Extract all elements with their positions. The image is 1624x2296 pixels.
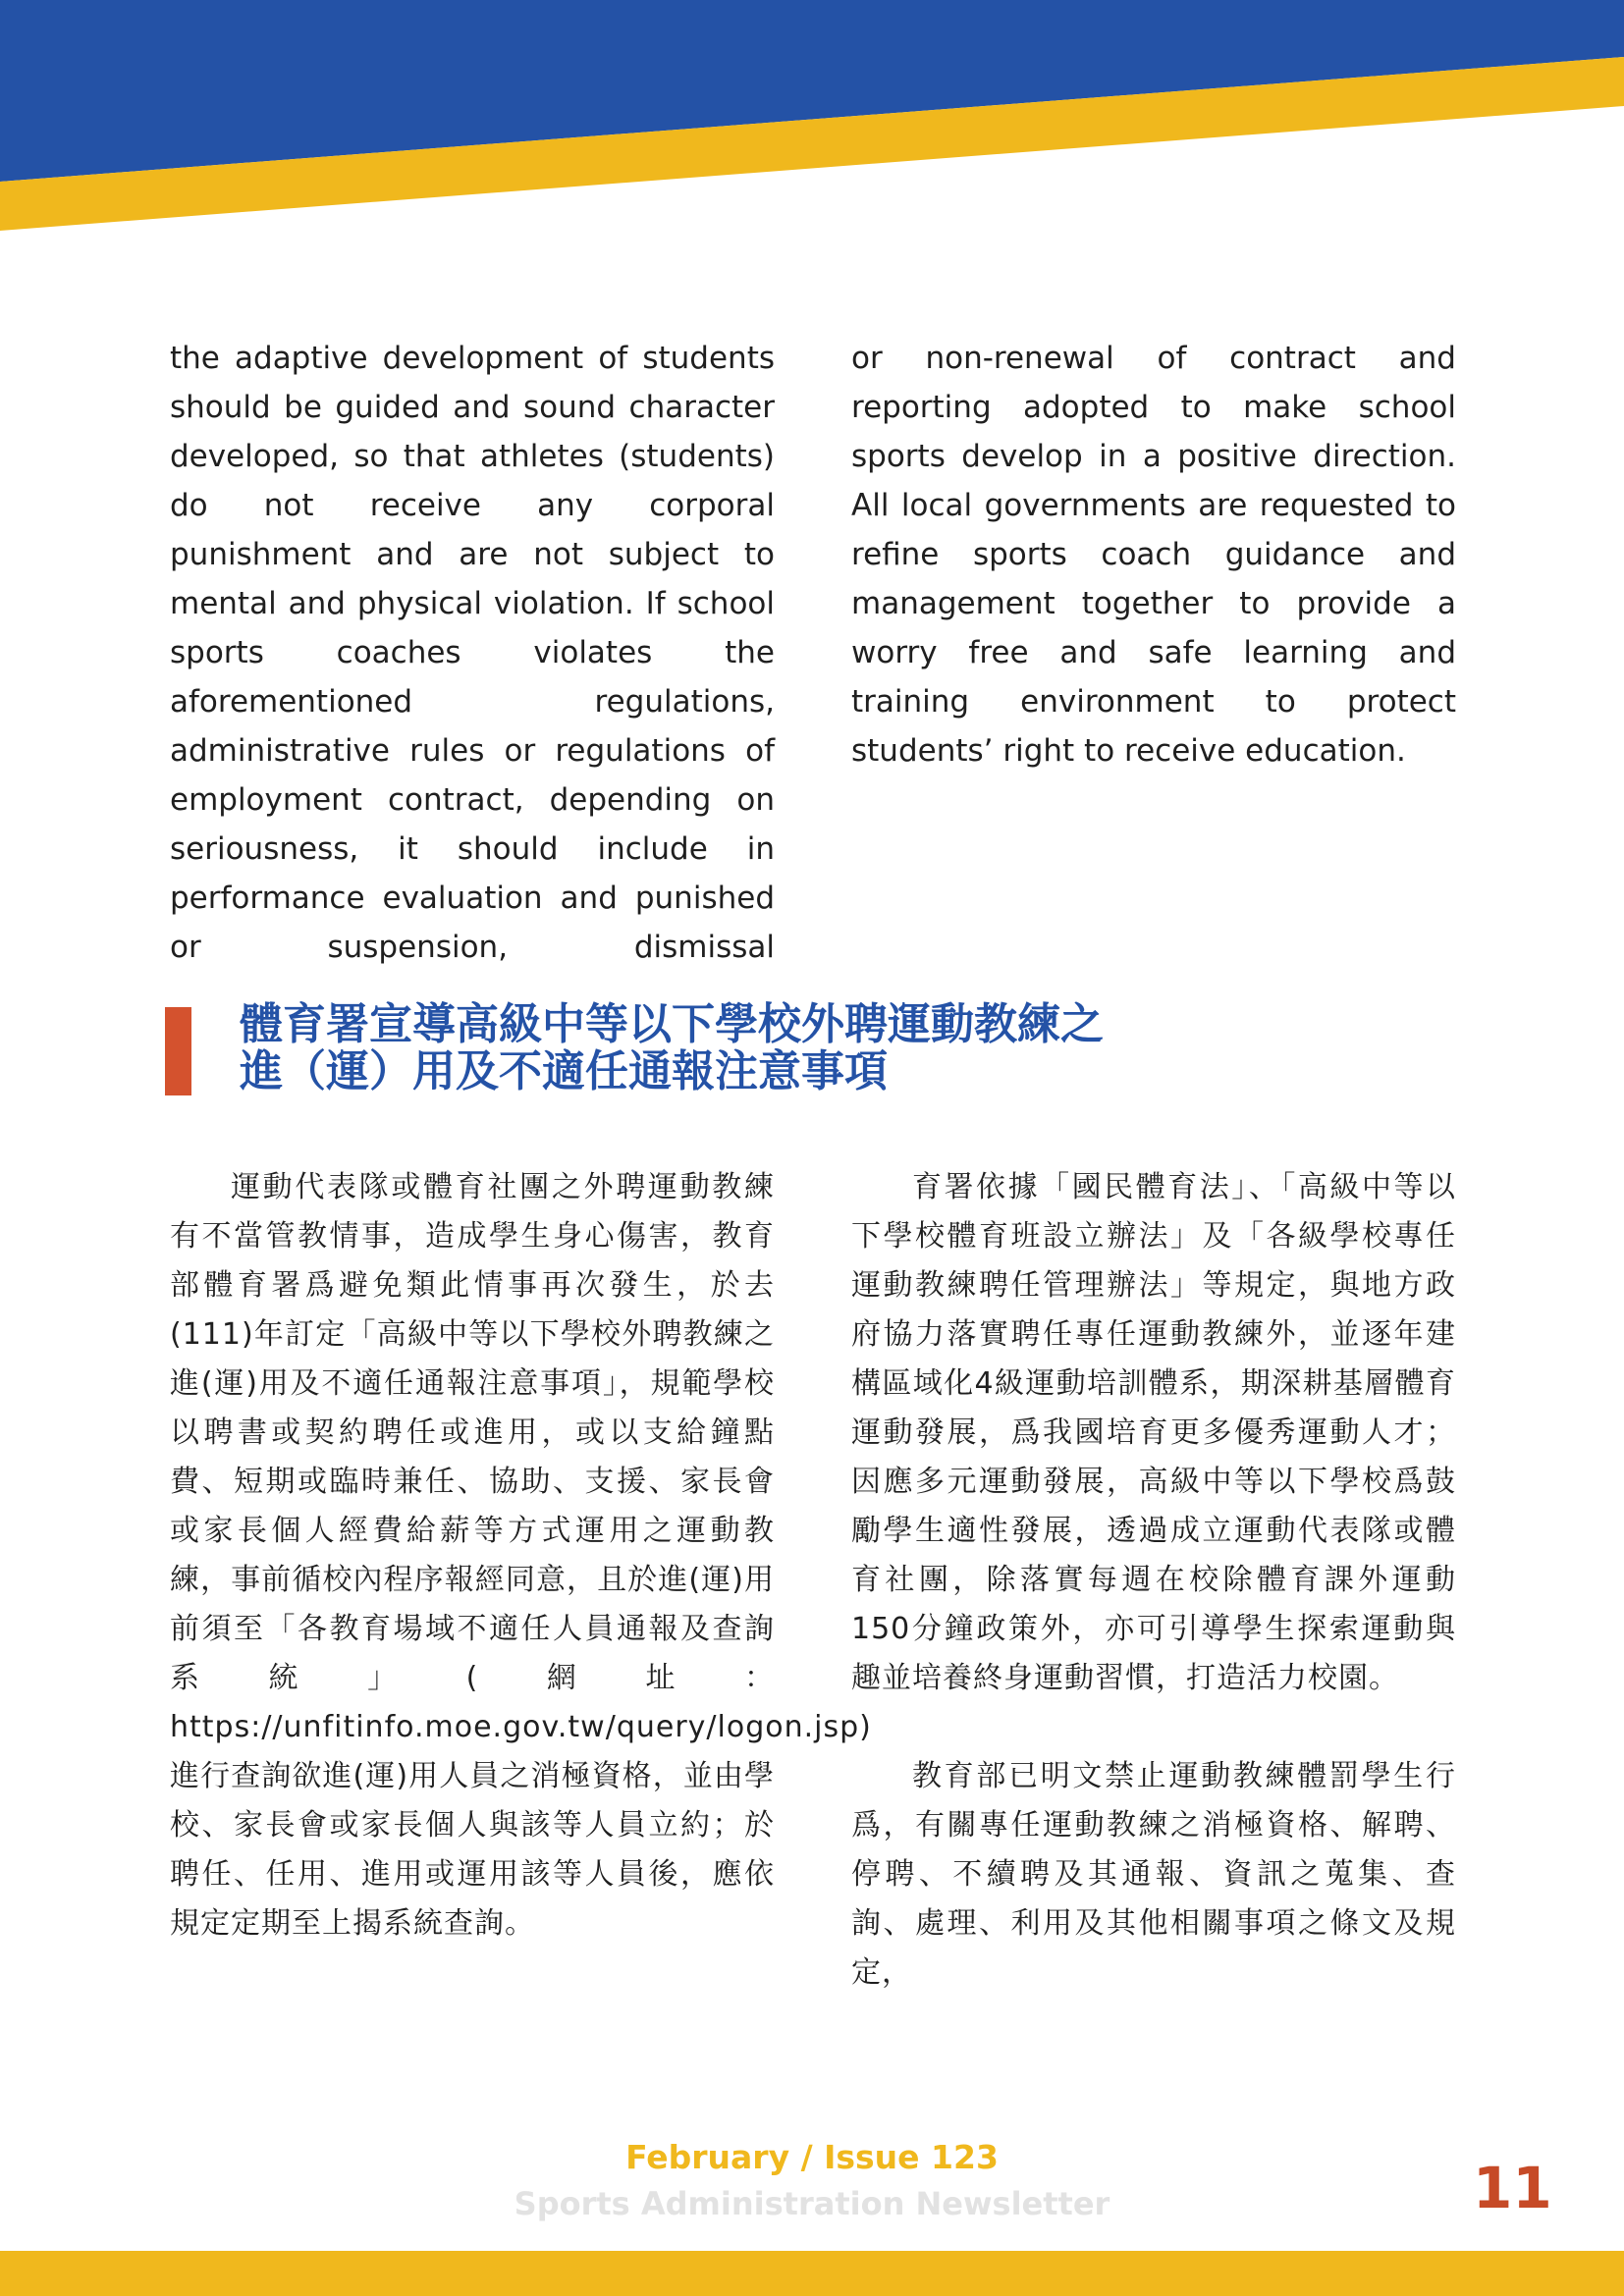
chinese-left-paragraph: 運動代表隊或體育社團之外聘運動教練有不當管教情事，造成學生身心傷害，教育部體育署爲避免類此情事再次發生，於去(111)年訂定「高級中等以下學校外聘教練之進(運)用及不適任通報注意事項」，規範學校以聘書或契約聘任或進用，或以支給鐘點費、短期或臨時兼任、協助、支援、家長會或家長個人經費給薪等方式運用之運動教練，事前循校內程序報經同意，且於進(運)用前須至「各教育場域不適任人員通報及查詢系統」(網址：https://unfitinfo.moe.gov.tw/query/logon.jsp)進行查詢欲進(運)用人員之消極資格，並由學校、家長會或家長個人與該等人員立約；於聘任、任用、進用或運用該等人員後，應依規定定期至上揭系統查詢。 (170, 1170, 872, 1941)
footer-issue: February / Issue 123 (625, 2138, 999, 2176)
section-title-line-1: 體育署宣導高級中等以下學校外聘運動教練之 (240, 999, 1104, 1049)
header-band (0, 0, 1624, 236)
section-title (240, 1001, 1221, 1095)
english-right-text: or non-renewal of contract and reporting adopted to make school sports develop in a positive direction. All local governments are requested to refine sports coach guidance and management together to provide a worry free and safe learning and training environment to protect students’ right to receive education. (851, 341, 1456, 769)
english-column-left (170, 334, 775, 972)
english-column-right (851, 334, 1456, 775)
footer-bar (0, 2251, 1624, 2296)
section-accent-bar (165, 1007, 191, 1095)
section-title-line-2: 進（運）用及不適任通報注意事項 (240, 1046, 888, 1096)
chinese-right-paragraph-2: 教育部已明文禁止運動教練體罰學生行爲，有關專任運動教練之消極資格、解聘、停聘、不續聘及其通報、資訊之蒐集、查詢、處理、利用及其他相關事項之條文及規定， (851, 1759, 1456, 1990)
page-number: 11 (1473, 2155, 1552, 2221)
chinese-column-left (170, 1163, 872, 1949)
chinese-right-paragraph-1: 育署依據「國民體育法」、「高級中等以下學校體育班設立辦法」及「各級學校專任運動教練聘任管理辦法」等規定，與地方政府協力落實聘任專任運動教練外，並逐年建構區域化4級運動培訓體系，期深耕基層體育運動發展，爲我國培育更多優秀運動人才；因應多元運動發展，高級中等以下學校爲鼓勵學生適性發展，透過成立運動代表隊或體育社團，除落實每週在校除體育課外運動150分鐘政策外，亦可引導學生探索運動與趣並培養終身運動習慣，打造活力校園。 (851, 1170, 1456, 1695)
footer-newsletter-name: Sports Administration Newsletter (514, 2185, 1110, 2222)
english-left-text: the adaptive development of students should be guided and sound character developed, so that athletes (students) do not receive any corporal punishment and are not subject to mental and physical violation. If school sports coaches violates the aforementioned regulations, administrative rules or regulations of employment contract, depending on seriousness, it should include in performance evaluation and punished or suspension, dismissal (170, 341, 775, 965)
chinese-column-right (851, 1163, 1456, 1998)
